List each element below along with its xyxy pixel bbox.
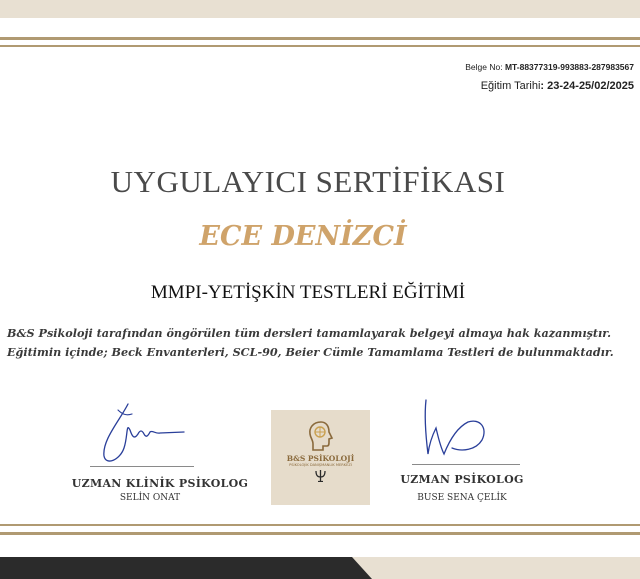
psi-icon [315, 470, 326, 482]
signature-left [96, 400, 188, 466]
top-decor-band [0, 0, 640, 18]
signature-line-right [412, 464, 520, 465]
training-date-label: Eğitim Tarihi [480, 80, 541, 92]
logo-name: B&S PSİKOLOJİ [286, 454, 355, 463]
course-name: MMPI-YETİŞKİN TESTLERİ EĞİTİMİ [150, 282, 466, 303]
certificate-title: UYGULAYICI SERTİFİKASI [110, 164, 506, 199]
document-number [465, 62, 634, 72]
company-logo [271, 410, 370, 505]
signatory-left-title: UZMAN KLİNİK PSİKOLOG [71, 477, 249, 490]
head-leaf-icon [305, 420, 337, 452]
description-line-2: Eğitimin içinde; Beck Envanterleri, SCL-90, Beier Cümle Tamamlama Testleri de bulunmaktadır. [7, 345, 614, 359]
top-frame-line-inner [0, 45, 640, 47]
signature-right [418, 398, 490, 460]
logo-subtitle: PSİKOLOJİK DANIŞMANLIK MERKEZİ [289, 463, 352, 467]
document-number-value: MT-88377319-993883-287983567 [504, 62, 634, 72]
recipient-name: ECE DENİZCİ [199, 221, 407, 252]
signatory-right-title: UZMAN PSİKOLOG [400, 473, 524, 486]
training-date-value: : 23-24-25/02/2025 [540, 80, 634, 92]
description-line-1: B&S Psikoloji tarafından öngörülen tüm dersleri tamamlayarak belgeyi almaya hak kazanmıştır. [7, 326, 612, 340]
document-number-label: Belge No: [465, 62, 503, 72]
signature-line-left [90, 466, 194, 467]
bottom-frame-line-outer [0, 532, 640, 535]
signatory-left-name: SELİN ONAT [119, 493, 181, 503]
signatory-right-name: BUSE SENA ÇELİK [417, 493, 507, 503]
training-date [481, 80, 634, 92]
bottom-decor-band [0, 557, 640, 579]
top-frame-line-outer [0, 37, 640, 40]
bottom-frame-line-inner [0, 524, 640, 526]
